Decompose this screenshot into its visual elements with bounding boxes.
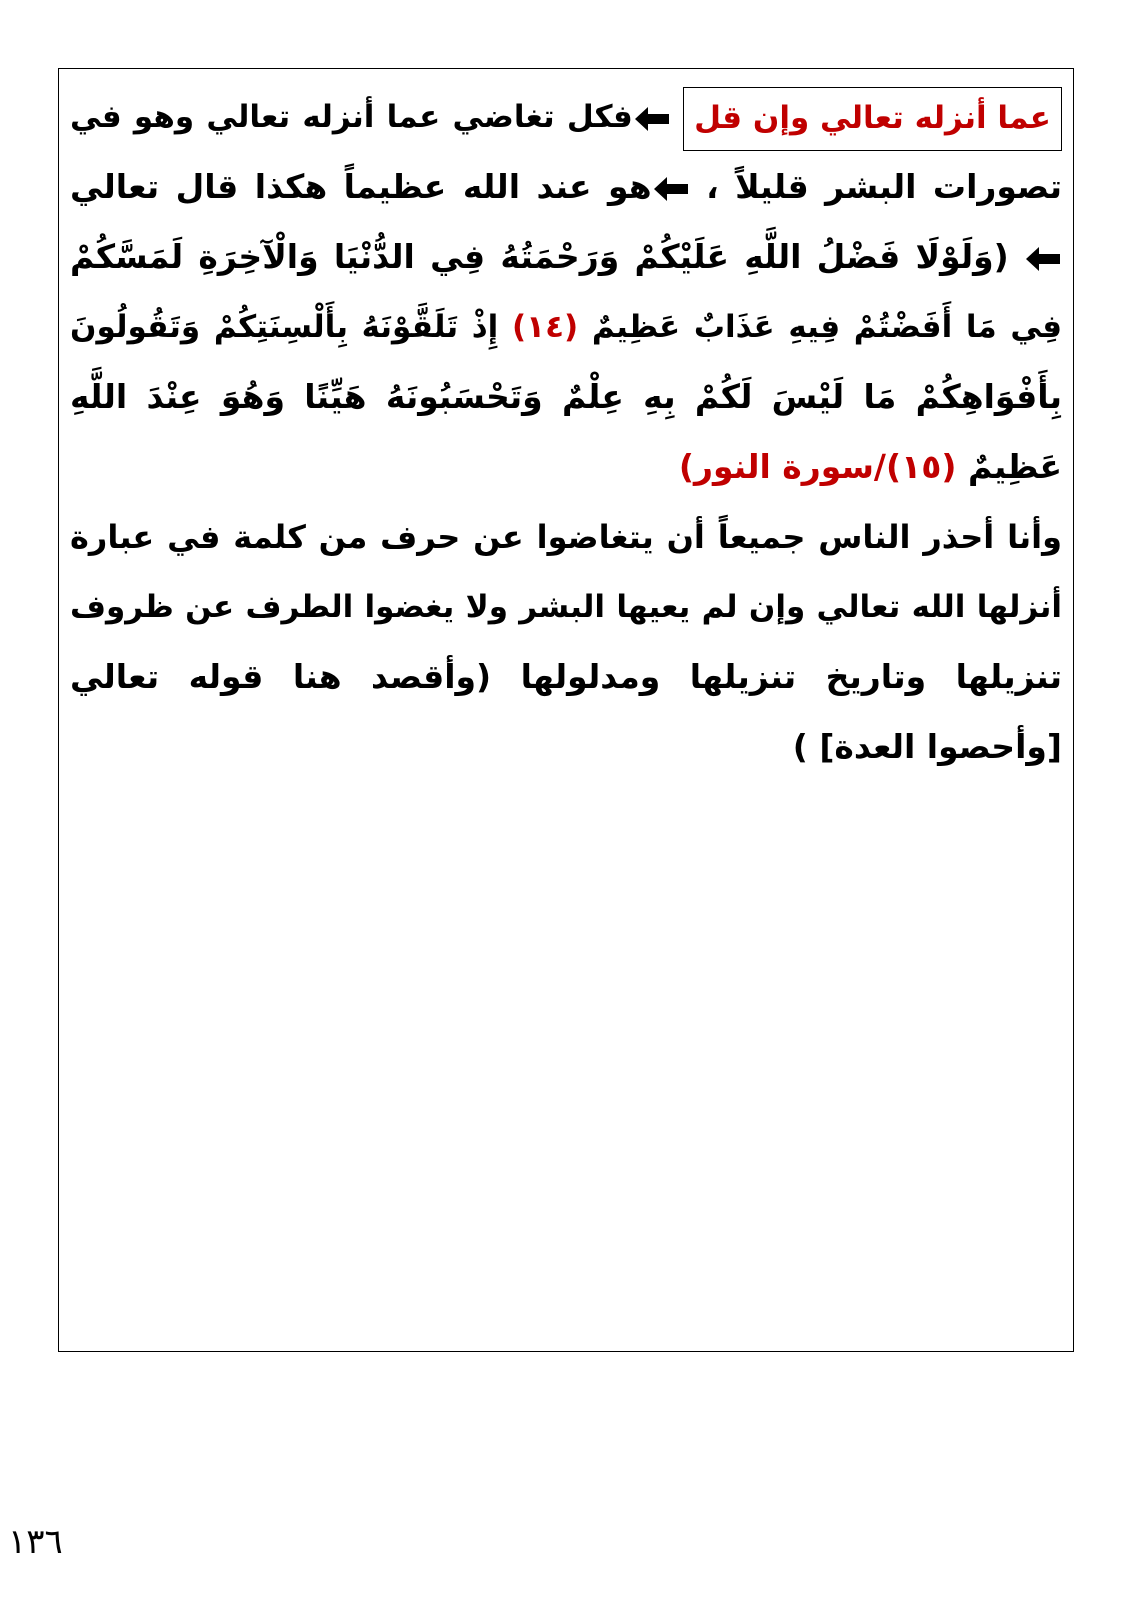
page-number: ١٣٦ xyxy=(8,1522,63,1562)
line-2-text-b: هو عند الله عظيماً هكذا قال تعالي xyxy=(70,167,652,206)
quran-verse-line-1: (وَلَوْلَا فَضْلُ اللَّهِ عَلَيْكُمْ وَرَحْمَتُهُ فِي الدُّنْيَا وَالْآخِرَةِ لَمَسَّكُمْ xyxy=(70,237,1009,276)
verse-number-14: (١٤) xyxy=(511,309,579,345)
quran-verse-line-2a: فِي مَا أَفَضْتُمْ فِيهِ عَذَابٌ عَظِيمٌ xyxy=(591,309,1062,345)
quran-verse-line-3: بِأَفْوَاهِكُمْ مَا لَيْسَ لَكُمْ بِهِ عِلْمٌ وَتَحْسَبُونَهُ هَيِّنًا وَهُوَ عِنْدَ اللَّهِ xyxy=(70,377,1062,416)
text-line-3 xyxy=(70,222,1062,292)
text-line-4 xyxy=(70,292,1062,362)
arrow-left-icon xyxy=(1026,247,1060,271)
text-line-7 xyxy=(70,502,1062,572)
text-line-5 xyxy=(70,362,1062,432)
text-line-1 xyxy=(70,82,1062,152)
line-1-text: فكل تغاضي عما أنزله تعالي وهو في xyxy=(70,99,633,135)
text-line-10 xyxy=(70,712,1062,782)
text-line-2 xyxy=(70,152,1062,222)
line-2-text-a: تصورات البشر قليلاً ، xyxy=(706,167,1062,206)
document-text xyxy=(70,82,1062,782)
paragraph-2-line-3: تنزيلها وتاريخ تنزيلها ومدلولها (وأقصد هنا قوله تعالي xyxy=(70,657,1062,696)
paragraph-2-line-1: وأنا أحذر الناس جميعاً أن يتغاضوا عن حرف من كلمة في عبارة xyxy=(70,518,1062,556)
paragraph-2-line-4: [وأحصوا العدة] ) xyxy=(792,727,1062,766)
highlighted-phrase: عما أنزله تعالي وإن قل xyxy=(683,87,1062,151)
paragraph-2-line-2: أنزلها الله تعالي وإن لم يعيها البشر ولا يغضوا الطرف عن ظروف xyxy=(70,589,1062,625)
text-line-6 xyxy=(70,432,1062,502)
text-line-8 xyxy=(70,572,1062,642)
arrow-left-icon xyxy=(654,177,688,201)
verse-number-15-surah: (١٥)/سورة النور) xyxy=(678,447,957,486)
text-line-9 xyxy=(70,642,1062,712)
quran-verse-line-2b: إِذْ تَلَقَّوْنَهُ بِأَلْسِنَتِكُمْ وَتَقُولُونَ xyxy=(70,309,499,345)
arrow-left-icon xyxy=(635,107,669,131)
quran-verse-line-4: عَظِيمٌ xyxy=(967,447,1062,486)
